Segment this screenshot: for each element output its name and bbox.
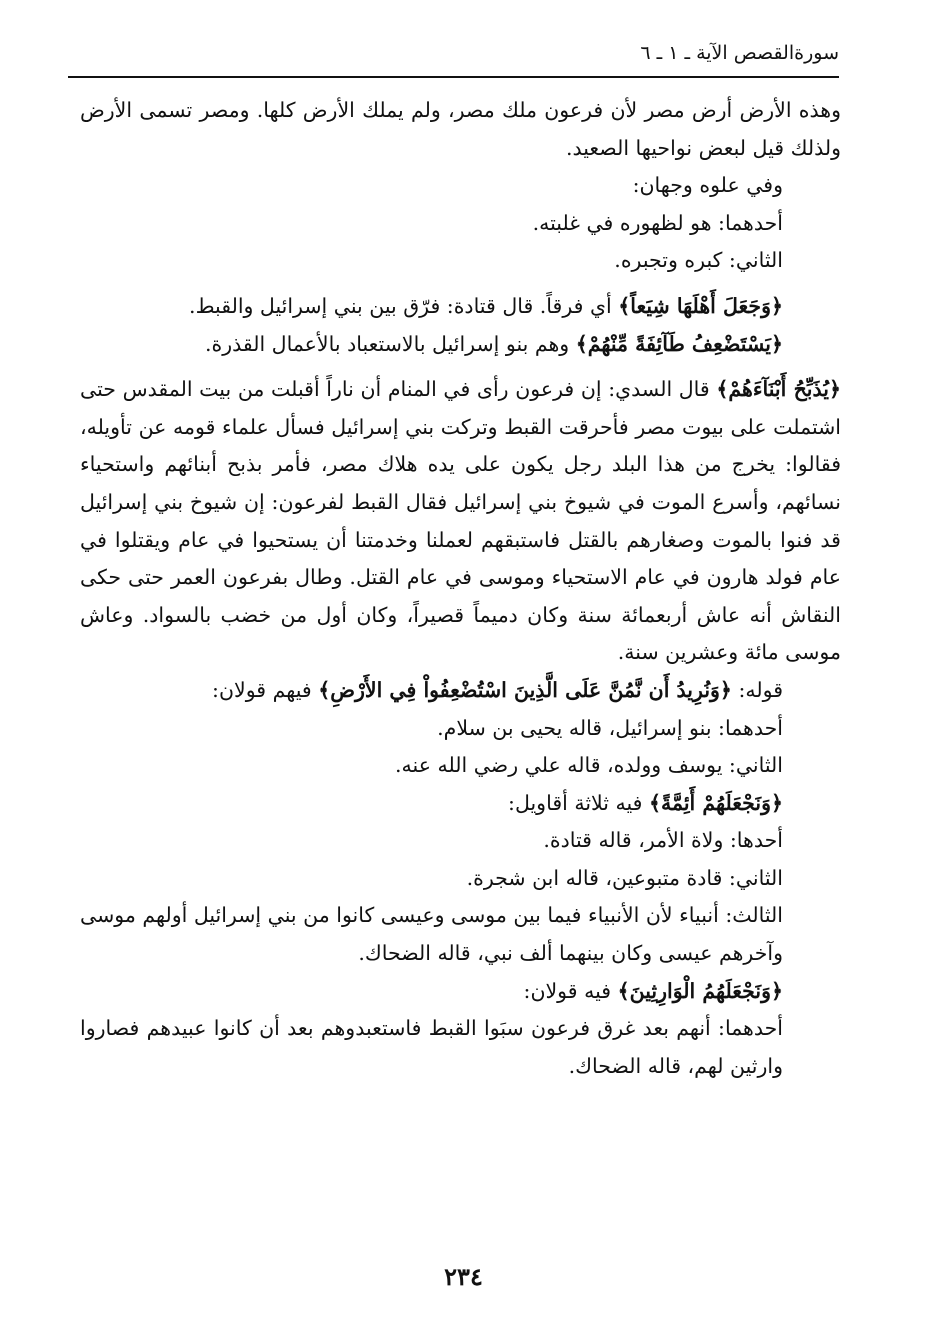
quran-verse: ﴿وَنُرِيدُ أَن نَّمُنَّ عَلَى الَّذِينَ اسْتُضْعِفُواْ فِي الأَرْضِ﴾ — [318, 677, 732, 702]
paragraph — [80, 326, 841, 364]
quran-verse: ﴿وَنَجْعَلَهُمْ أَئِمَّةً﴾ — [648, 790, 783, 815]
paragraph — [80, 710, 841, 748]
header-rule — [68, 76, 839, 78]
paragraph — [80, 371, 841, 672]
paragraph-gap — [80, 363, 841, 371]
page-body — [80, 92, 841, 1085]
paragraph — [80, 205, 841, 243]
paragraph-text: الثاني: كبره وتجبره. — [614, 248, 783, 273]
paragraph-text: الثاني: قادة متبوعين، قاله ابن شجرة. — [466, 865, 783, 890]
paragraph — [80, 973, 841, 1011]
paragraph — [80, 785, 841, 823]
paragraph-text: وهذه الأرض أرض مصر لأن فرعون ملك مصر، ولم يملك الأرض كلها. ومصر تسمى الأرض ولذلك قيل لبعض نواحيها الصعيد. — [80, 98, 841, 160]
paragraph — [80, 897, 841, 972]
paragraph-text: أحدهما: هو لظهوره في غلبته. — [532, 210, 783, 235]
paragraph-text: قال السدي: إن فرعون رأى في المنام أن ناراً أقبلت من بيت المقدس حتى اشتملت على بيوت مصر فأحرقت القبط وتركت بني إسرائيل فسأل علماء قومه عن تأويله، فقالوا: يخرج من هذا البلد رجل يكون على يده هلاك مصر، فأمر بذبح أبنائهم واستحياء نسائهم، وأسرع الموت في شيوخ بني إسرائيل فقال القبط لفرعون: إن شيوخ بني إسرائيل قد فنوا بالموت وصغارهم بالقتل فاستبقهم لعملنا وخدمتنا أن يستحيوا في عام ويقتلوا في عام فولد هارون في عام الاستحياء وموسى في عام القتل. وطال بفرعون العمر حتى حكى النقاش أنه عاش أربعمائة سنة وكان دميماً قصيراً، وكان أول من خضب بالسواد. وعاش موسى مائة وعشرين سنة. — [80, 377, 841, 665]
running-header: سورةالقصص الآية ـ ١ ـ ٦ — [640, 42, 839, 64]
quran-verse: ﴿يَسْتَضْعِفُ طَآئِفَةً مِّنْهُمْ﴾ — [575, 331, 783, 356]
paragraph-text: وهم بنو إسرائيل بالاستعباد بالأعمال القذرة. — [204, 331, 576, 356]
paragraph-text: الثاني: يوسف وولده، قاله علي رضي الله عنه. — [395, 753, 783, 778]
paragraph — [80, 860, 841, 898]
paragraph-prefix: قوله: — [731, 677, 783, 702]
paragraph — [80, 167, 841, 205]
paragraph — [80, 242, 841, 280]
quran-verse: ﴿يُذَبِّحُ أَبْنَآءَهُمْ﴾ — [716, 377, 841, 402]
paragraph-text: أحدها: ولاة الأمر، قاله قتادة. — [543, 828, 783, 853]
paragraph-text: فيه قولان: — [523, 978, 618, 1003]
paragraph-text: وفي علوه وجهان: — [632, 173, 783, 198]
paragraph — [80, 1010, 841, 1085]
paragraph-text: أي فرقاً. قال قتادة: فرّق بين بني إسرائيل والقبط. — [189, 293, 619, 318]
quran-verse: ﴿وَجَعَلَ أَهْلَهَا شِيَعاً﴾ — [618, 293, 783, 318]
paragraph — [80, 288, 841, 326]
paragraph-gap — [80, 280, 841, 288]
page-number: ٢٣٤ — [444, 1262, 483, 1291]
paragraph-text: أحدهما: بنو إسرائيل، قاله يحيى بن سلام. — [437, 715, 783, 740]
paragraph-text: أحدهما: أنهم بعد غرق فرعون سبَوا القبط فاستعبدوهم بعد أن كانوا عبيدهم فصاروا وارثين لهم، قاله الضحاك. — [80, 1016, 783, 1078]
paragraph — [80, 822, 841, 860]
paragraph-text: الثالث: أنبياء لأن الأنبياء فيما بين موسى وعيسى كانوا من بني إسرائيل أولهم موسى وآخرهم عيسى وكان بينهما ألف نبي، قاله الضحاك. — [80, 903, 783, 966]
paragraph-text: فيهم قولان: — [212, 677, 319, 702]
paragraph-text: فيه ثلاثة أقاويل: — [508, 790, 649, 815]
paragraph — [80, 92, 841, 167]
paragraph — [80, 672, 841, 710]
paragraph — [80, 747, 841, 785]
quran-verse: ﴿وَنَجْعَلَهُمُ الْوَارِثِينَ﴾ — [617, 978, 783, 1003]
